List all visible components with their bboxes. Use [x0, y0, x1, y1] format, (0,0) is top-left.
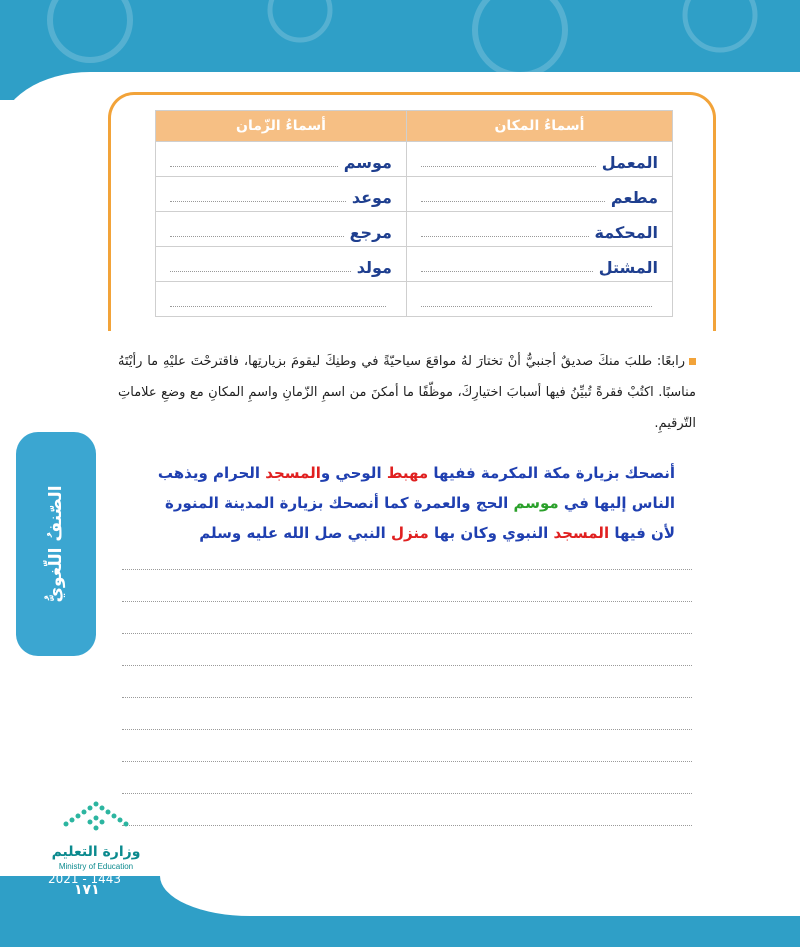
time-cell[interactable]: مرجع: [156, 212, 407, 247]
writing-lines[interactable]: [122, 538, 692, 826]
time-cell[interactable]: موعد: [156, 177, 407, 212]
place-cell[interactable]: المحكمة: [406, 212, 672, 247]
writing-line[interactable]: [122, 698, 692, 730]
answer-highlight: موسم: [513, 494, 559, 512]
answer-text: النبوي وكان بها: [428, 524, 554, 542]
ministry-name-ar: وزارة التعليم: [51, 844, 141, 860]
place-cell[interactable]: [406, 282, 672, 317]
place-cell[interactable]: المشتل: [406, 247, 672, 282]
column-header-time: أسماءُ الزّمان: [156, 111, 407, 142]
table-row: [156, 247, 673, 282]
writing-line[interactable]: [122, 538, 692, 570]
bottom-curve: [160, 876, 800, 916]
time-cell[interactable]: مولد: [156, 247, 407, 282]
edition-year: 2021 - 1443: [48, 872, 122, 886]
answer-text: الوحي و: [320, 464, 387, 482]
bullet-icon: [689, 358, 696, 365]
table-row: [156, 282, 673, 317]
answer-text: أنصحك بزيارة مكة المكرمة ففيها: [428, 464, 675, 482]
time-cell[interactable]: [156, 282, 407, 317]
writing-line[interactable]: [122, 794, 692, 826]
answer-text: الحج والعمرة كما أنصحك بزيارة المدينة المنورة لأن فيها: [165, 494, 675, 542]
answer-text: الحرام ويذهب الناس إليها في: [157, 464, 675, 512]
task-text: رابعًا: طلبَ منكَ صديقٌ أجنبيٌّ أنْ تختارَ لهُ مواقعَ سياحيّةً في وطنِكَ ليقومَ بزيارتِها، فاقترحْتَ عليْهِ ما رأيْتَهُ مناسبًا. اكتُبْ فقرةً تُبيِّنُ فيها أسبابَ اختيارِكَ، موظّفًا ما أمكنَ من اسمِ الزّمانِ واسمِ المكانِ مع وضعِ علاماتِ التّرقيمِ.: [118, 354, 696, 431]
ministry-dots-icon: [46, 798, 146, 838]
section-side-tab: [16, 432, 96, 656]
names-table: [155, 110, 673, 317]
answer-highlight: مهبط: [386, 464, 429, 482]
ministry-logo: [46, 798, 196, 878]
table-row: [156, 177, 673, 212]
task-instruction: [118, 346, 696, 439]
writing-line[interactable]: [122, 666, 692, 698]
column-header-place: أسماءُ المكان: [406, 111, 672, 142]
answer-highlight: منزل: [391, 524, 429, 542]
table-row: [156, 212, 673, 247]
section-label: الصّنفُ اللّغويُّ: [46, 485, 66, 603]
writing-line[interactable]: [122, 570, 692, 602]
writing-line[interactable]: [122, 602, 692, 634]
table-row: [156, 142, 673, 177]
writing-line[interactable]: [122, 762, 692, 794]
time-cell[interactable]: موسم: [156, 142, 407, 177]
ministry-name-en: Ministry of Education: [58, 862, 134, 871]
place-cell[interactable]: مطعم: [406, 177, 672, 212]
place-cell[interactable]: المعمل: [406, 142, 672, 177]
answer-highlight: المسجد: [265, 464, 321, 482]
page-number: ١٧١: [74, 882, 100, 898]
writing-line[interactable]: [122, 634, 692, 666]
answer-text: النبي صل الله عليه وسلم: [199, 524, 392, 542]
writing-line[interactable]: [122, 730, 692, 762]
answer-paragraph: [150, 458, 675, 548]
answer-highlight: المسجد: [553, 524, 610, 542]
